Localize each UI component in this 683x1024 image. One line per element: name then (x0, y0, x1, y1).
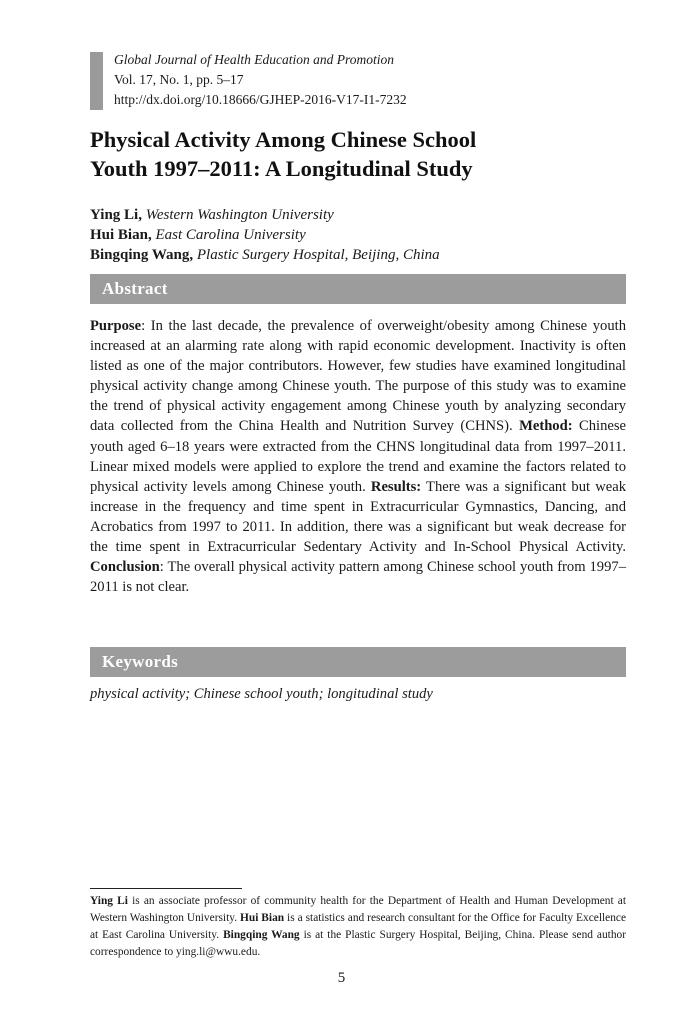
journal-doi[interactable]: http://dx.doi.org/10.18666/GJHEP-2016-V17-I1-7232 (114, 92, 407, 107)
conclusion-label: Conclusion (90, 559, 160, 576)
footnote-name-3: Bingqing Wang (223, 929, 300, 941)
author-affiliation: Western Washington University (145, 207, 334, 223)
results-text: There was a significant but weak increase in the frequency and time spent in Extracurricular Gymnastics, Dancing, and Acrobatics from 1997 to 2011. In addition, there was a significant but weak decrease for the time spent in Extracurricular Sedentary Activity and In-School Physical Activity. (90, 478, 626, 556)
footnote-text-3: is at the Plastic Surgery Hospital, Beijing, China. Please send author correspondence to ying.li@wwu.edu. (90, 929, 627, 958)
author-3 (90, 245, 610, 265)
header-accent-bar (90, 52, 103, 110)
journal-header (90, 50, 530, 110)
purpose-label: Purpose (90, 318, 142, 334)
results-label: Results: (370, 478, 422, 495)
page-number: 5 (337, 970, 346, 986)
title-line-1: Physical Activity Among Chinese School (90, 127, 477, 152)
conclusion-separator: : (159, 559, 164, 576)
purpose-separator: : (141, 318, 146, 334)
author-name: Hui Bian, (90, 227, 152, 243)
footnote-rule (90, 888, 242, 889)
author-name: Bingqing Wang, (90, 247, 194, 263)
author-affiliation: East Carolina University (155, 227, 306, 243)
purpose-text: In the last decade, the prevalence of overweight/obesity among Chinese youth increased at an alarming rate along with rapid economic development. Inactivity is often listed as one of the major contributors. However, few studies have examined longitudinal physical activity change among Chinese youth. The purpose of this study was to examine the trend of physical activity engagement among Chinese youth by analyzing secondary data collected from the China Health and Nutrition Survey (CHNS). (90, 318, 626, 435)
footnote-name-1: Ying Li (90, 895, 128, 907)
method-label: Method: (519, 418, 573, 435)
conclusion-text: The overall physical activity pattern among Chinese school youth from 1997–2011 is not clear. (90, 559, 626, 596)
author-2 (90, 225, 610, 245)
footnote-name-2: Hui Bian (240, 912, 285, 924)
keywords-heading: Keywords (90, 647, 626, 677)
abstract-body (90, 316, 626, 597)
author-footnote (90, 893, 626, 961)
author-list (90, 205, 610, 265)
abstract-heading: Abstract (90, 274, 626, 304)
header-lines (114, 50, 407, 110)
author-name: Ying Li, (90, 207, 142, 223)
footnote-text-2: is a statistics and research consultant for the Office for Faculty Excellence at East Carolina University. (90, 912, 627, 941)
journal-name: Global Journal of Health Education and Promotion (114, 52, 394, 67)
author-affiliation: Plastic Surgery Hospital, Beijing, China (196, 247, 440, 263)
title-line-2: Youth 1997–2011: A Longitudinal Study (90, 156, 473, 181)
article-title (90, 125, 610, 183)
method-text: Chinese youth aged 6–18 years were extracted from the CHNS longitudinal data from 1997–2011. Linear mixed models were applied to explore the trend and examine the factors related to physical activity levels among Chinese youth. (90, 418, 627, 495)
keywords-list: physical activity; Chinese school youth; longitudinal study (90, 686, 433, 702)
journal-volume: Vol. 17, No. 1, pp. 5–17 (114, 72, 244, 87)
author-1 (90, 205, 610, 225)
footnote-text-1: is an associate professor of community health for the Department of Health and Human Development at Western Washington University. (90, 895, 627, 924)
